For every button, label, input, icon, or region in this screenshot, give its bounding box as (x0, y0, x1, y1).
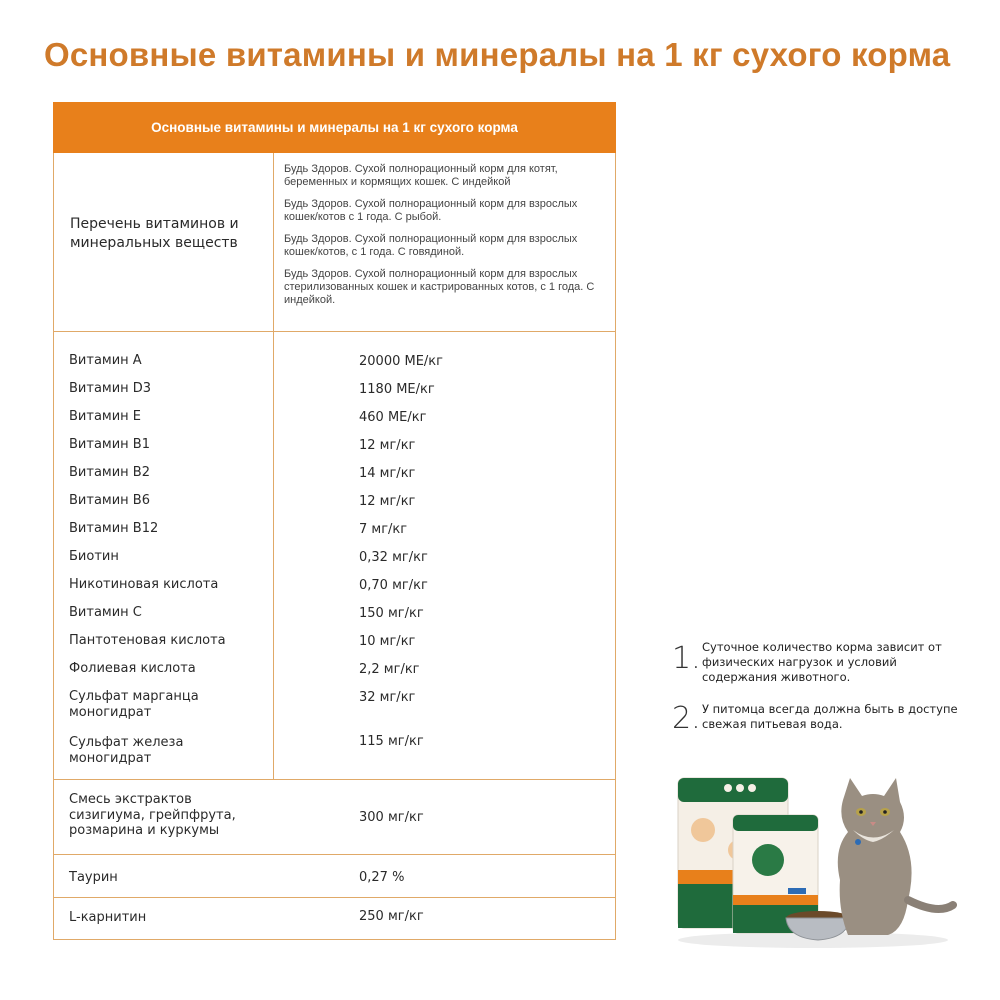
note-text: Суточное количество корма зависит от физических нагрузок и условий содержания животного. (702, 640, 942, 684)
row-value: 460 МЕ/кг (359, 410, 427, 425)
page-title: Основные витамины и минералы на 1 кг сухого корма (44, 36, 951, 73)
note-number: 1. (672, 641, 701, 676)
row-value: 0,70 мг/кг (359, 578, 428, 593)
row-name: Витамин В12 (69, 521, 159, 536)
row-name: Смесь экстрактов сизигиума, грейпфрута, розмарина и куркумы (69, 792, 236, 838)
table-divider (54, 854, 615, 855)
row-value: 150 мг/кг (359, 606, 424, 621)
row-name: Таурин (69, 870, 118, 885)
row-name: Витамин В2 (69, 465, 150, 480)
product-item: Будь Здоров. Сухой полнорационный корм для взрослых кошек/котов, с 1 года. С говядиной. (284, 233, 578, 258)
cat-icon (838, 778, 953, 935)
row-value: 250 мг/кг (359, 909, 424, 924)
column-label: Перечень витаминов и минеральных веществ (70, 216, 239, 251)
note-number: 2. (672, 701, 701, 736)
row-value: 20000 МЕ/кг (359, 354, 443, 369)
row-name: Сульфат железа моногидрат (69, 735, 184, 766)
product-item: Будь Здоров. Сухой полнорационный корм для взрослых кошек/котов с 1 года. С рыбой. (284, 198, 578, 223)
row-name: Витамин А (69, 353, 142, 368)
notes (672, 640, 972, 760)
table-divider (54, 897, 615, 898)
row-name: Пантотеновая кислота (69, 633, 226, 648)
product-item: Будь Здоров. Сухой полнорационный корм для котят, беременных и кормящих кошек. С индейкой (284, 163, 558, 188)
product-item: Будь Здоров. Сухой полнорационный корм для взрослых стерилизованных кошек и кастрированных котов, с 1 года. С индейкой. (284, 268, 595, 306)
row-value: 14 мг/кг (359, 466, 416, 481)
row-value: 300 мг/кг (359, 810, 424, 825)
table-header: Основные витамины и минералы на 1 кг сухого корма (53, 102, 616, 153)
row-value: 0,32 мг/кг (359, 550, 428, 565)
row-value: 1180 МЕ/кг (359, 382, 435, 397)
column-divider (273, 153, 274, 780)
row-name: Никотиновая кислота (69, 577, 219, 592)
row-value: 115 мг/кг (359, 734, 424, 749)
row-name: Биотин (69, 549, 119, 564)
note-item (672, 700, 972, 750)
table-divider (54, 331, 615, 332)
row-name: Витамин В6 (69, 493, 150, 508)
vitamins-table (53, 102, 616, 940)
row-name: Сульфат марганца моногидрат (69, 689, 199, 720)
row-value: 2,2 мг/кг (359, 662, 420, 677)
row-value: 10 мг/кг (359, 634, 416, 649)
row-value: 0,27 % (359, 870, 405, 885)
row-name: Витамин Е (69, 409, 142, 424)
row-value: 12 мг/кг (359, 438, 416, 453)
product-illustration (668, 770, 958, 950)
row-value: 32 мг/кг (359, 690, 416, 705)
row-name: L-карнитин (69, 910, 147, 925)
row-value: 12 мг/кг (359, 494, 416, 509)
row-name: Витамин D3 (69, 381, 152, 396)
row-name: Витамин В1 (69, 437, 150, 452)
note-text: У питомца всегда должна быть в доступе свежая питьевая вода. (702, 702, 958, 731)
note-item (672, 640, 972, 690)
product-list (284, 163, 609, 316)
table-divider (54, 779, 615, 780)
row-value: 7 мг/кг (359, 522, 408, 537)
row-name: Витамин С (69, 605, 142, 620)
row-name: Фолиевая кислота (69, 661, 196, 676)
